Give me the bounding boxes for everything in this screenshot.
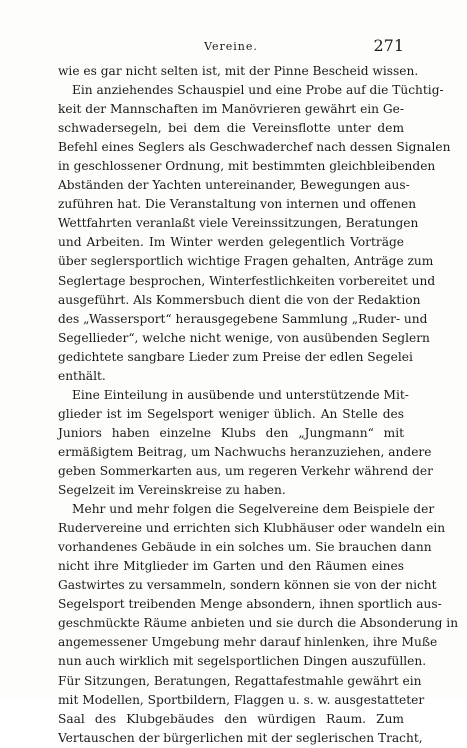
text-line: Segelzeit im Vereinskreise zu haben. [58,483,286,498]
text-line: Saal des Klubgebäudes den würdigen Raum. Zum [58,711,404,726]
running-head [58,36,404,56]
text-line: Rudervereine und errichten sich Klubhäuser oder wandeln ein [58,521,446,536]
text-line: gedichtete sangbare Lieder zum Preise der edlen Segelei [58,349,413,364]
text-line: und Arbeiten. Im Winter werden gelegentlich Vorträge [58,235,404,250]
text-line: Gastwirtes zu versammeln, sondern können sie von der nicht [58,578,437,593]
text-line: wie es gar nicht selten ist, mit der Pinne Bescheid wissen. [58,64,419,78]
text-line: ausgeführt. Als Kommersbuch dient die von der Redaktion [58,292,421,307]
text-line: vorhandenes Gebäude in ein solches um. Sie brauchen dann [58,540,432,555]
text-line: Befehl eines Seglers als Geschwaderchef nach dessen Signalen [58,140,451,155]
text-line: keit der Mannschaften im Manövrieren gewährt ein Ge- [58,102,404,117]
text-line: Eine Einteilung in ausübende und unterstützende Mit- [72,387,409,402]
text-line: glieder ist im Segelsport weniger üblich. An Stelle des [58,406,404,421]
text-line: Mehr und mehr folgen die Segelvereine dem Beispiele der [72,502,435,517]
text-line: Ein anziehendes Schauspiel und eine Probe auf die Tüchtig- [72,83,444,98]
text-line: nicht ihre Mitglieder im Garten und den Räumen eines [58,559,404,574]
text-line: schwadersegeln, bei dem die Vereinsflotte unter dem [58,121,404,136]
text-line: ermäßigtem Beitrag, um Nachwuchs heranzuziehen, andere [58,444,432,459]
text-line: Seglertage besprochen, Winterfestlichkeiten vorbereitet und [58,273,436,288]
text-line: des „Wassersport“ herausgegebene Sammlung „Ruder- und [58,311,428,326]
text-line: zuführen hat. Die Veranstaltung von internen und offenen [58,197,417,212]
text-line: in geschlossener Ordnung, mit bestimmten gleichbleibenden [58,159,436,174]
text-line: Vertauschen der bürgerlichen mit der seglerischen Tracht, [58,730,423,745]
text-line: nun auch wirklich mit segelsportlichen Dingen auszufüllen. [58,654,427,669]
text-line: Für Sitzungen, Beratungen, Regattafestmahle gewährt ein [58,673,422,688]
text-line: angemessener Umgebung mehr darauf hinlenken, ihre Muße [58,635,438,650]
text-line: geben Sommerkarten aus, um regeren Verkehr während der [58,463,433,478]
text-line: Segellieder“, welche nicht wenige, von ausübenden Seglern [58,330,430,345]
running-head-title: Vereine. [204,40,258,53]
text-line: Juniors haben einzelne Klubs den „Jungmann“ mit [58,425,404,440]
text-line: Wettfahrten veranlaßt viele Vereinssitzungen, Beratungen [58,216,419,231]
text-line: Abständen der Yachten untereinander, Bewegungen aus- [58,178,410,193]
text-line: über seglersportlich wichtige Fragen gehalten, Anträge zum [58,254,434,269]
text-line: geschmückte Räume anbieten und sie durch die Absonderung in [58,616,459,631]
page-number: 271 [373,36,404,55]
text-line: mit Modellen, Sportbildern, Flaggen u. s. w. ausgestatteter [58,692,425,707]
text-line: Segelsport treibenden Menge absondern, ihnen sportlich aus- [58,597,442,612]
text-line: enthält. [58,368,106,383]
body-text [58,62,459,748]
